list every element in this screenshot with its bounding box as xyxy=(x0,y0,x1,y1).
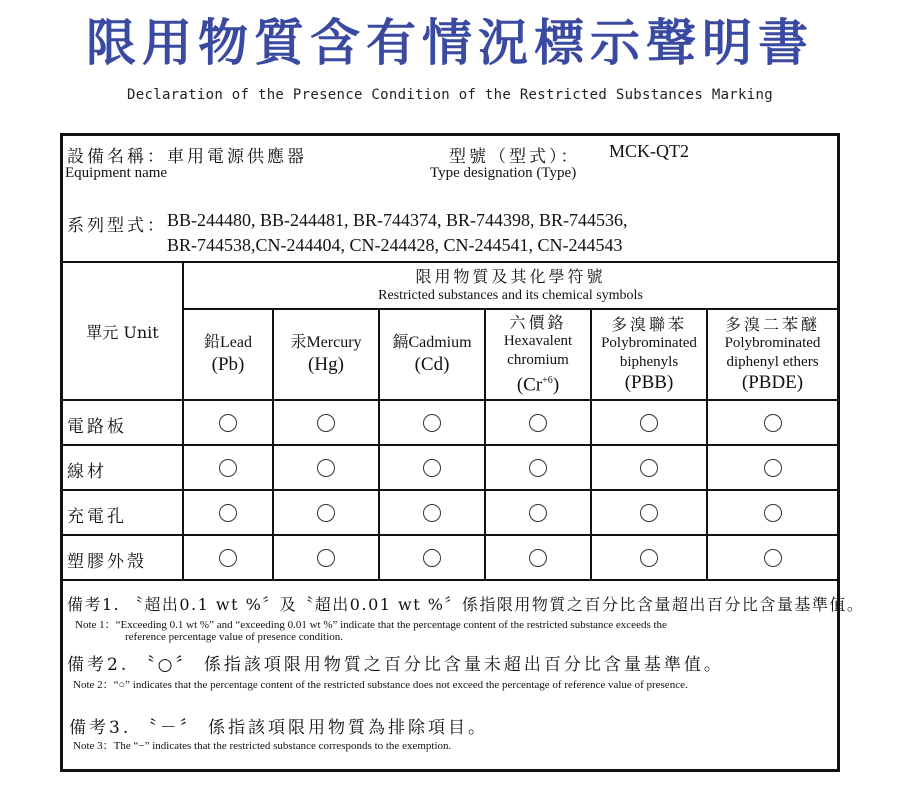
document-subtitle: Declaration of the Presence Condition of the Restricted Substances Marking xyxy=(127,87,773,103)
cell-pbb xyxy=(592,446,706,489)
circle-mark-icon xyxy=(317,549,335,567)
col-header-chromium-cn: 六價鉻 xyxy=(509,312,567,332)
type-label-en: Type designation (Type) xyxy=(430,165,577,181)
circle-mark-icon xyxy=(219,549,237,567)
circle-mark-icon xyxy=(423,504,441,522)
note-1-en-line2: reference percentage value of presence condition. xyxy=(125,631,344,643)
row-unit-label: 充電孔 xyxy=(67,507,127,527)
col-header-lead-symbol: (Pb) xyxy=(211,353,245,375)
circle-mark-icon xyxy=(219,414,237,432)
series-models-line2: BR-744538,CN-244404, CN-244428, CN-244541, CN-244543 xyxy=(167,235,623,255)
equipment-name-label-cn: 設備名稱：車用電源供應器 xyxy=(67,147,307,167)
circle-mark-icon xyxy=(317,459,335,477)
cell-mercury xyxy=(274,536,378,579)
chromium-symbol-sup: +6 xyxy=(542,374,553,386)
cell-chromium xyxy=(486,446,590,489)
row-line-4 xyxy=(63,579,837,581)
cell-pbb xyxy=(592,536,706,579)
cell-mercury xyxy=(274,401,378,444)
cell-cadmium xyxy=(380,536,484,579)
type-value: MCK-QT2 xyxy=(609,141,689,161)
type-label-cn: 型號（型式）： xyxy=(449,147,581,167)
col-header-mercury xyxy=(274,310,378,399)
cell-pbde xyxy=(708,536,837,579)
note-3-en: Note 3：The “−” indicates that the restricted substance corresponds to the exemption. xyxy=(73,740,452,752)
circle-mark-icon xyxy=(764,414,782,432)
row-unit-label: 電路板 xyxy=(67,417,127,437)
col-header-pbb xyxy=(592,310,706,399)
row-unit-label: 塑膠外殼 xyxy=(67,552,147,572)
cell-pbb xyxy=(592,401,706,444)
note-1-cn: 備考1. 〝超出0.1 wt %〞及〝超出0.01 wt %〞係指限用物質之百分比含量超出百分比含量基準值。 xyxy=(67,595,865,614)
col-header-cadmium xyxy=(380,310,484,399)
cell-pbb xyxy=(592,491,706,534)
col-header-pbde-en2: diphenyl ethers xyxy=(726,354,819,370)
equipment-name-label-en: Equipment name xyxy=(65,165,168,181)
col-header-cadmium-symbol: (Cd) xyxy=(414,353,450,375)
circle-mark-icon xyxy=(640,459,658,477)
circle-mark-icon xyxy=(317,414,335,432)
cell-pbde xyxy=(708,401,837,444)
col-header-pbde-cn: 多溴二苯醚 xyxy=(724,315,820,334)
cell-cadmium xyxy=(380,401,484,444)
circle-mark-icon xyxy=(764,504,782,522)
series-label: 系列型式： xyxy=(67,216,167,236)
cell-lead xyxy=(184,446,272,489)
col-header-chromium-symbol xyxy=(517,370,559,396)
col-header-pbb-symbol: (PBB) xyxy=(624,372,674,393)
group-header-cn: 限用物質及其化學符號 xyxy=(415,266,606,286)
cell-chromium xyxy=(486,536,590,579)
circle-mark-icon xyxy=(640,504,658,522)
declaration-table-frame xyxy=(60,133,865,772)
col-header-pbde-en1: Polybrominated xyxy=(724,335,821,351)
cell-lead xyxy=(184,491,272,534)
document-title: 限用物質含有情況標示聲明書 xyxy=(86,14,814,72)
col-header-lead-name: 鉛Lead xyxy=(204,333,252,351)
col-header-cadmium-name: 鎘Cadmium xyxy=(392,333,472,351)
col-header-lead xyxy=(184,310,272,399)
note-3-cn: 備考3. 〝－〞 係指該項限用物質為排除項目。 xyxy=(69,718,489,738)
col-header-chromium-en2: chromium xyxy=(507,351,569,368)
note-2-cn: 備考2. 〝○〞 係指該項限用物質之百分比含量未超出百分比含量基準值。 xyxy=(67,655,724,675)
circle-mark-icon xyxy=(640,549,658,567)
unit-header: 單元 Unit xyxy=(86,323,159,342)
cell-mercury xyxy=(274,491,378,534)
col-header-mercury-symbol: (Hg) xyxy=(308,353,344,375)
cell-chromium xyxy=(486,491,590,534)
chromium-symbol-text: (Cr xyxy=(516,374,543,396)
series-models-line1: BB-244480, BB-244481, BR-744374, BR-744398, BR-744536, xyxy=(167,210,628,230)
col-header-chromium xyxy=(486,310,590,399)
circle-mark-icon xyxy=(529,549,547,567)
note-1-en-line1: Note 1：“Exceeding 0.1 wt %” and “exceeding 0.01 wt %” indicate that the percentage content of the restricted substance exceeds the xyxy=(75,619,667,631)
circle-mark-icon xyxy=(764,549,782,567)
circle-mark-icon xyxy=(423,459,441,477)
col-header-pbb-cn: 多溴聯苯 xyxy=(610,315,687,334)
group-header-en: Restricted substances and its chemical symbols xyxy=(378,287,643,303)
col-header-pbb-en2: biphenyls xyxy=(619,354,679,370)
cell-lead xyxy=(184,536,272,579)
circle-mark-icon xyxy=(529,459,547,477)
circle-mark-icon xyxy=(423,549,441,567)
cell-lead xyxy=(184,401,272,444)
row-unit-label: 線材 xyxy=(67,462,107,482)
cell-chromium xyxy=(486,401,590,444)
chromium-symbol-end: ) xyxy=(552,374,560,396)
circle-mark-icon xyxy=(529,414,547,432)
circle-mark-icon xyxy=(764,459,782,477)
circle-mark-icon xyxy=(219,459,237,477)
col-header-chromium-en1: Hexavalent xyxy=(503,332,573,349)
circle-mark-icon xyxy=(529,504,547,522)
note-2-en: Note 2：“○” indicates that the percentage content of the restricted substance does not exceed the percentage of reference value of presence. xyxy=(73,679,688,691)
col-header-pbb-en1: Polybrominated xyxy=(601,335,697,351)
group-header xyxy=(184,263,837,308)
circle-mark-icon xyxy=(219,504,237,522)
circle-mark-icon xyxy=(640,414,658,432)
col-header-mercury-name: 汞Mercury xyxy=(290,333,362,351)
col-header-pbde xyxy=(708,310,837,399)
cell-pbde xyxy=(708,491,837,534)
cell-mercury xyxy=(274,446,378,489)
circle-mark-icon xyxy=(423,414,441,432)
circle-mark-icon xyxy=(317,504,335,522)
cell-cadmium xyxy=(380,446,484,489)
cell-pbde xyxy=(708,446,837,489)
col-header-pbde-symbol: (PBDE) xyxy=(741,372,804,393)
cell-cadmium xyxy=(380,491,484,534)
